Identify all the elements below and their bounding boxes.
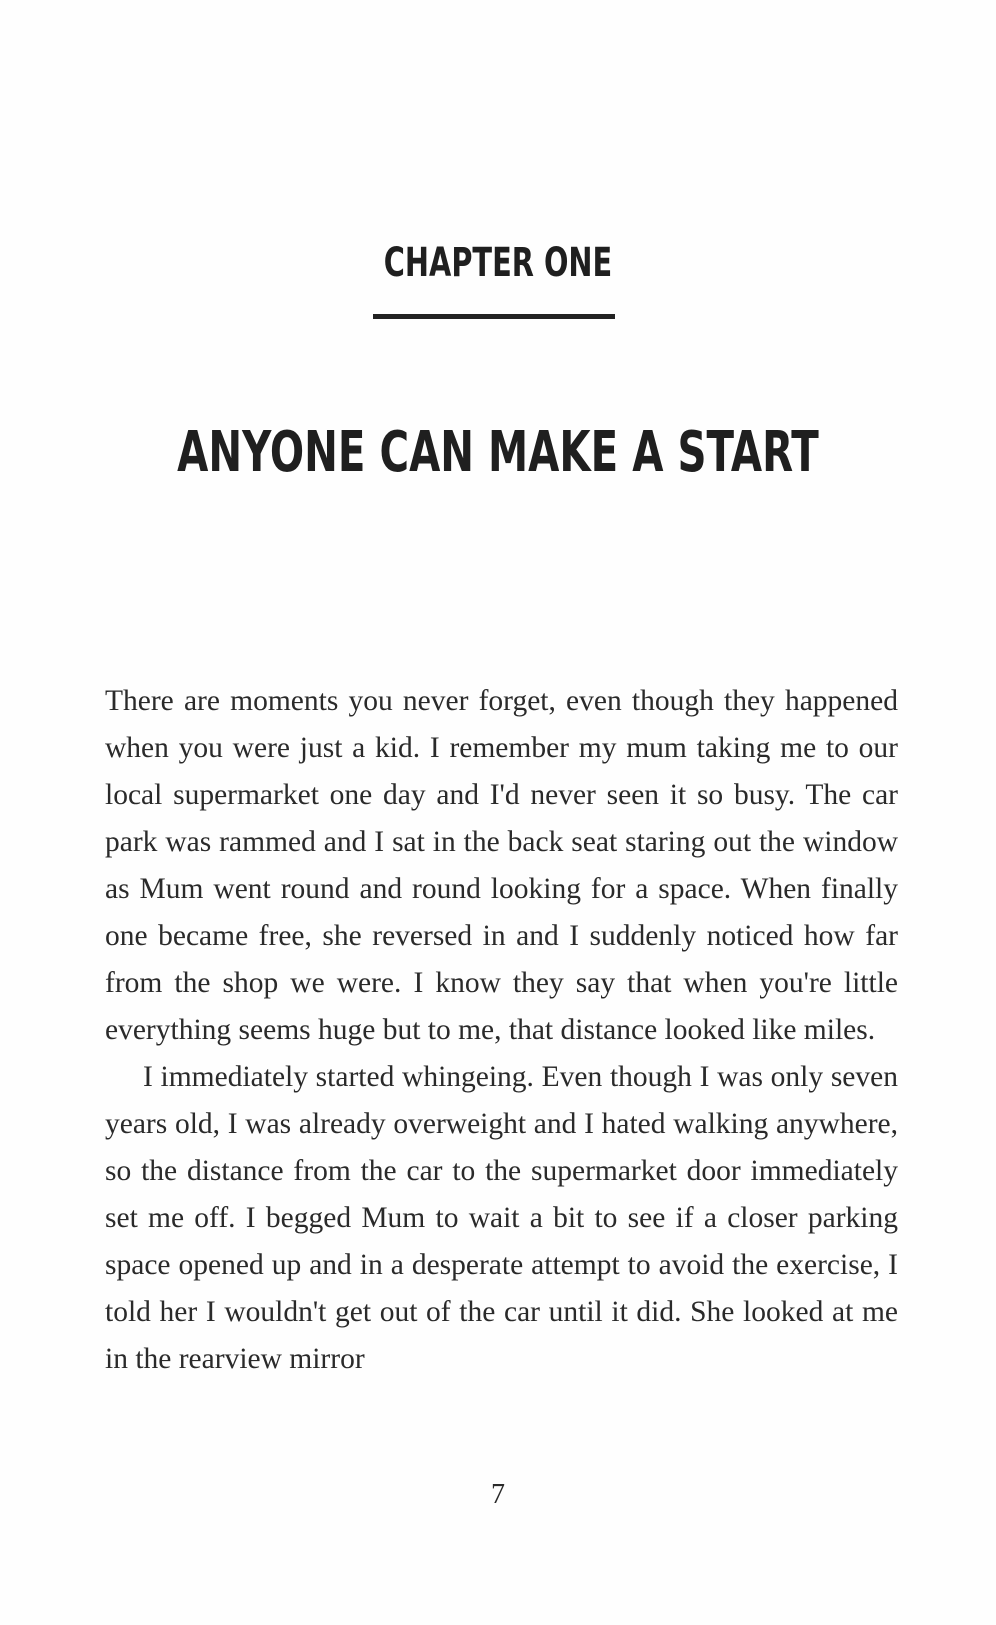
paragraph: I immediately started whingeing. Even though I was only seven years old, I was already overweight and I hated walking anywhere, so the distance from the car to the supermarket door immediately set me off. I begged Mum to wait a bit to see if a closer parking space opened up and in a desperate attempt to avoid the exercise, I told her I wouldn't get out of the car until it did. She looked at me in the rearview mirror <box>105 1061 898 1375</box>
chapter-divider <box>373 314 615 319</box>
paragraph: There are moments you never forget, even though they happened when you were just a kid. I remember my mum taking me to our local supermarket one day and I'd never seen it so busy. The car park was rammed and I sat in the back seat staring out the window as Mum went round and round looking for a space. When finally one became free, she reversed in and I suddenly noticed how far from the shop we were. I know they say that when you're little everything seems huge but to me, that distance looked like miles. <box>105 685 898 1046</box>
chapter-label: CHAPTER ONE <box>383 240 613 286</box>
chapter-title: ANYONE CAN MAKE A START <box>177 420 819 485</box>
body-text <box>105 678 898 1383</box>
page-number: 7 <box>491 1479 505 1510</box>
